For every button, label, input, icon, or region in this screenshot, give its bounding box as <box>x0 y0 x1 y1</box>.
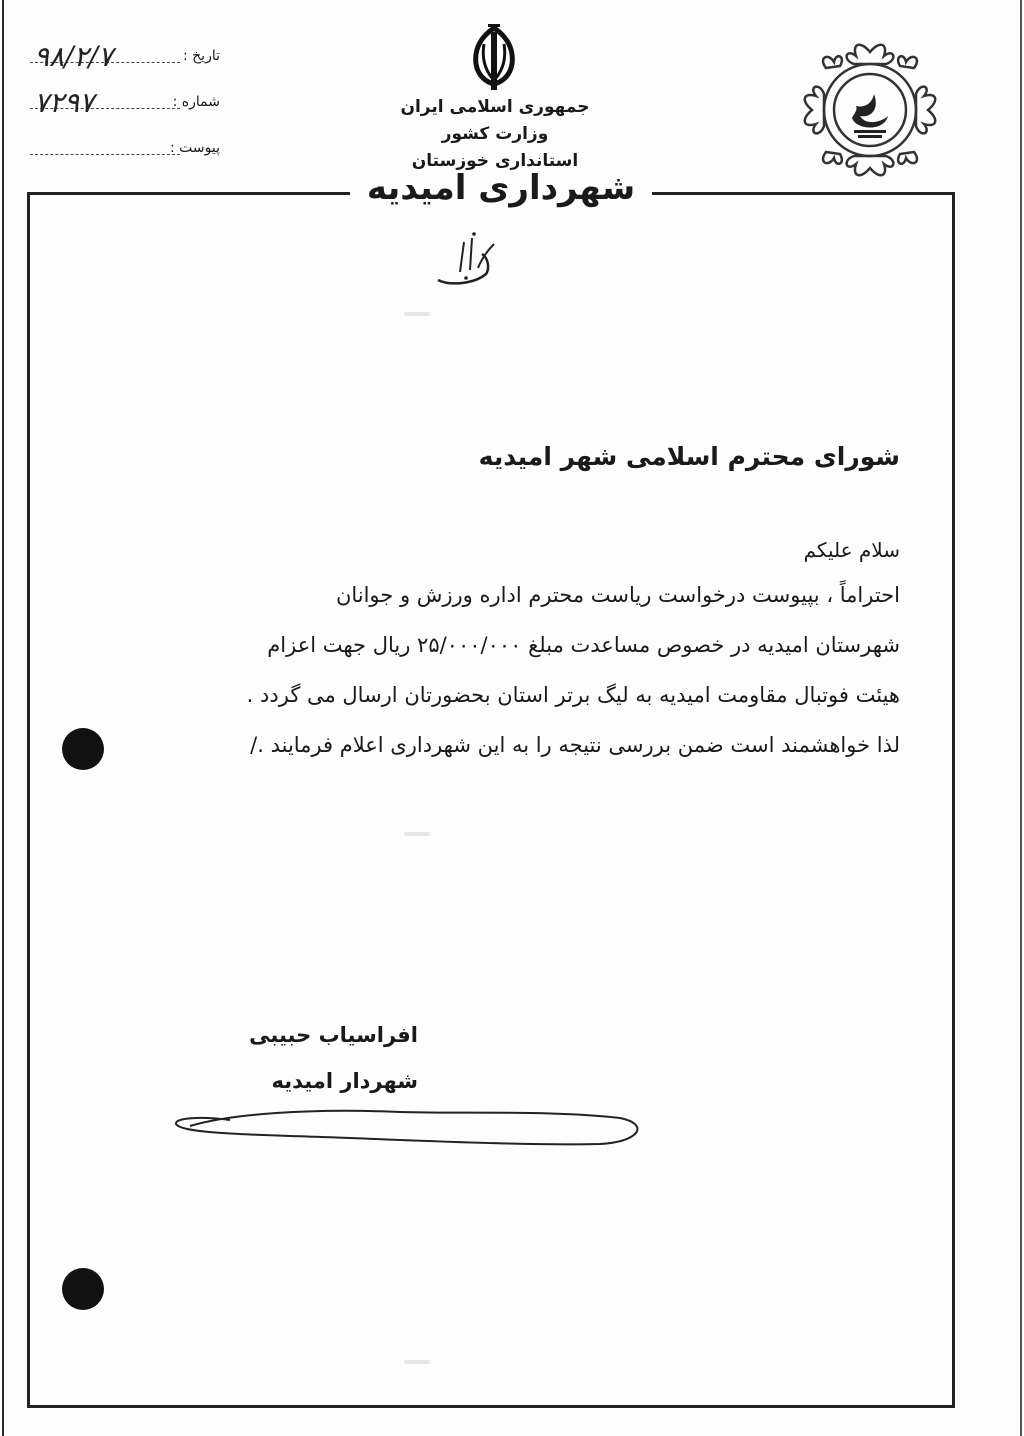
number-value: ۷۲۹۷ <box>34 86 95 119</box>
greeting: سلام علیکم <box>803 538 900 562</box>
date-label: تاریخ : <box>182 48 220 64</box>
number-label: شماره : <box>172 94 220 110</box>
letter-body <box>84 530 900 770</box>
letter-frame <box>27 194 955 1408</box>
paragraph-line: لذا خواهشمند است ضمن بررسی نتیجه را به این شهرداری اعلام فرمایند ./ <box>250 733 900 757</box>
scan-smudge <box>404 312 430 316</box>
page-edge-right <box>1020 0 1022 1436</box>
attachment-field <box>30 132 220 178</box>
letter-meta <box>30 40 220 178</box>
bismillah-calligraphy <box>430 228 510 293</box>
municipality-logo-icon <box>790 22 950 187</box>
addressee: شورای محترم اسلامی شهر امیدیه <box>478 442 900 471</box>
municipality-title: شهرداری امیدیه <box>366 168 636 208</box>
iran-emblem-icon <box>462 22 526 94</box>
paragraph-line: شهرستان امیدیه در خصوص مساعدت مبلغ ۲۵/۰۰۰/۰۰۰ ریال جهت اعزام <box>267 633 900 657</box>
signatory-block <box>228 1012 418 1104</box>
signature-mark <box>170 1092 650 1152</box>
header-country: جمهوری اسلامی ایران <box>400 97 590 117</box>
header-province: استانداری خوزستان <box>411 151 579 171</box>
signatory-name: افراسیاب حبیبی <box>249 1023 418 1047</box>
scan-smudge <box>404 832 430 836</box>
number-field <box>30 86 220 132</box>
attachment-line <box>30 154 180 155</box>
paragraph-line: هیئت فوتبال مقاومت امیدیه به لیگ برتر استان بحضورتان ارسال می گردد . <box>246 683 900 707</box>
date-value: ۹۸/۲/۷ <box>34 40 114 73</box>
page-edge-left <box>2 0 4 1436</box>
header-titles <box>330 94 660 175</box>
letter-paragraph <box>84 570 900 770</box>
punch-hole <box>62 1268 104 1310</box>
date-field <box>30 40 220 86</box>
header-ministry: وزارت کشور <box>441 124 549 144</box>
signatory-title: شهردار امیدیه <box>271 1069 418 1093</box>
paragraph-line: احتراماً ، بپیوست درخواست ریاست محترم اداره ورزش و جوانان <box>335 583 900 607</box>
scan-smudge <box>404 1360 430 1364</box>
attachment-label: پیوست : <box>170 140 220 156</box>
punch-hole <box>62 728 104 770</box>
